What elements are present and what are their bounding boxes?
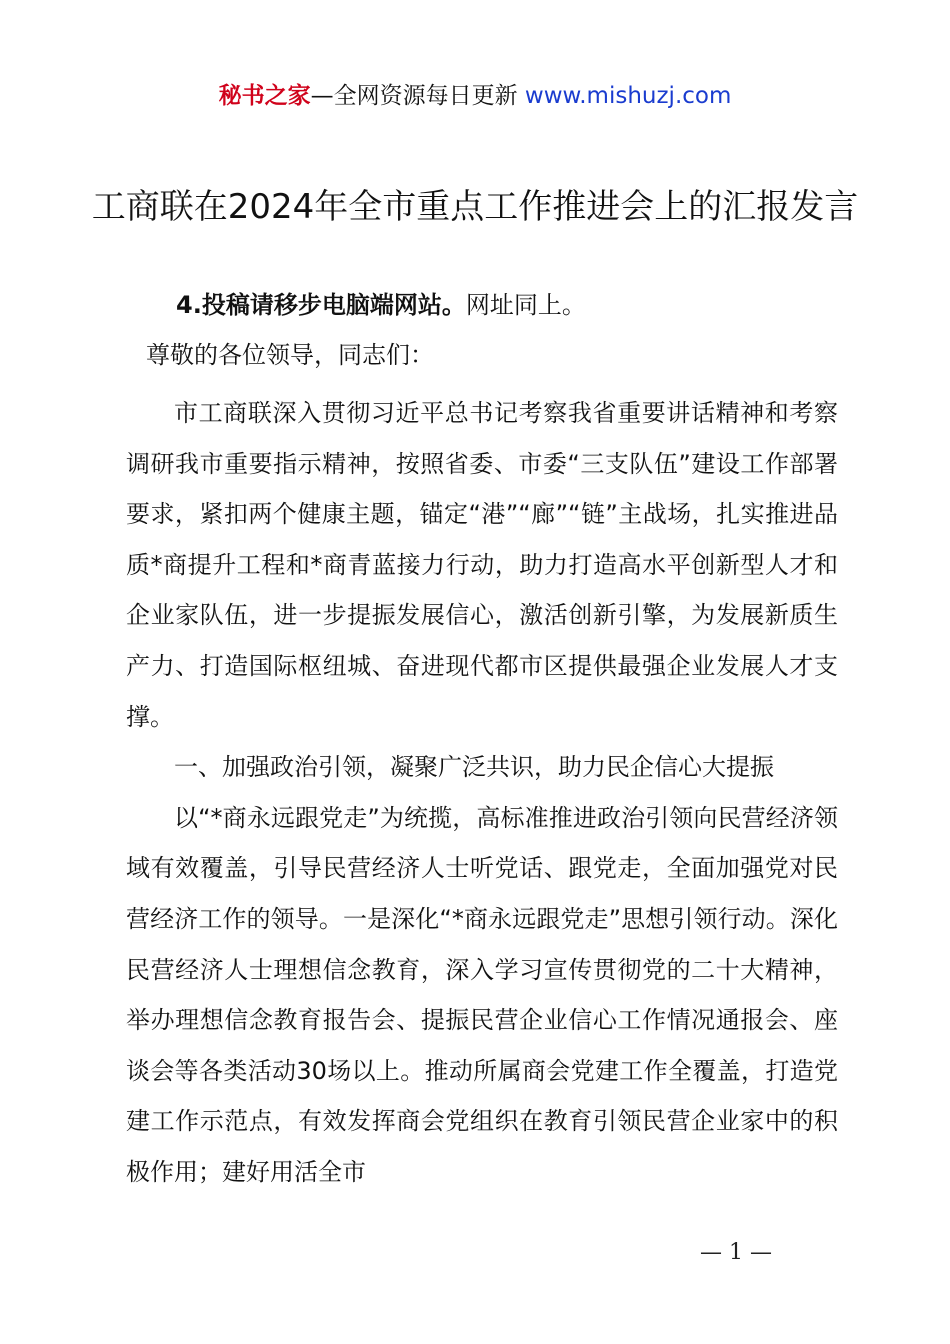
- body-paragraph-intro: 市工商联深入贯彻习近平总书记考察我省重要讲话精神和考察调研我市重要指示精神，按照省委、市委“三支队伍”建设工作部署要求，紧扣两个健康主题，锚定“港”“廊”“链”主战场，扎实推进品质*商提升工程和*商青蓝接力行动，助力打造高水平创新型人才和企业家队伍，进一步提振发展信心，激活创新引擎，为发展新质生产力、打造国际枢纽城、奋进现代都市区提供最强企业发展人才支撑。: [126, 399, 838, 731]
- document-body: [126, 388, 838, 1198]
- banner-url-link[interactable]: www.mishuzj.com: [524, 83, 732, 109]
- site-banner: [0, 80, 950, 112]
- section-heading-1: 一、加强政治引领，凝聚广泛共识，助力民企信心大提振: [174, 753, 774, 782]
- notice-rest-text: 网址同上。: [465, 291, 586, 319]
- submission-notice: [176, 288, 586, 322]
- page-number: — 1 —: [700, 1240, 772, 1265]
- banner-slogan: —全网资源每日更新: [310, 83, 525, 109]
- notice-bold-text: 4.投稿请移步电脑端网站。: [176, 291, 466, 319]
- banner-brand: 秘书之家: [218, 83, 311, 109]
- document-title: 工商联在2024年全市重点工作推进会上的汇报发言: [91, 187, 859, 227]
- salutation: 尊敬的各位领导，同志们：: [146, 341, 434, 369]
- body-paragraph-section-1: 以“*商永远跟党走”为统揽，高标准推进政治引领向民营经济领域有效覆盖，引导民营经济人士听党话、跟党走，全面加强党对民营经济工作的领导。一是深化“*商永远跟党走”思想引领行动。深化民营经济人士理想信念教育，深入学习宣传贯彻党的二十大精神，举办理想信念教育报告会、提振民营企业信心工作情况通报会、座谈会等各类活动30场以上。推动所属商会党建工作全覆盖，打造党建工作示范点，有效发挥商会党组织在教育引领民营企业家中的积极作用；建好用活全市: [126, 803, 838, 1186]
